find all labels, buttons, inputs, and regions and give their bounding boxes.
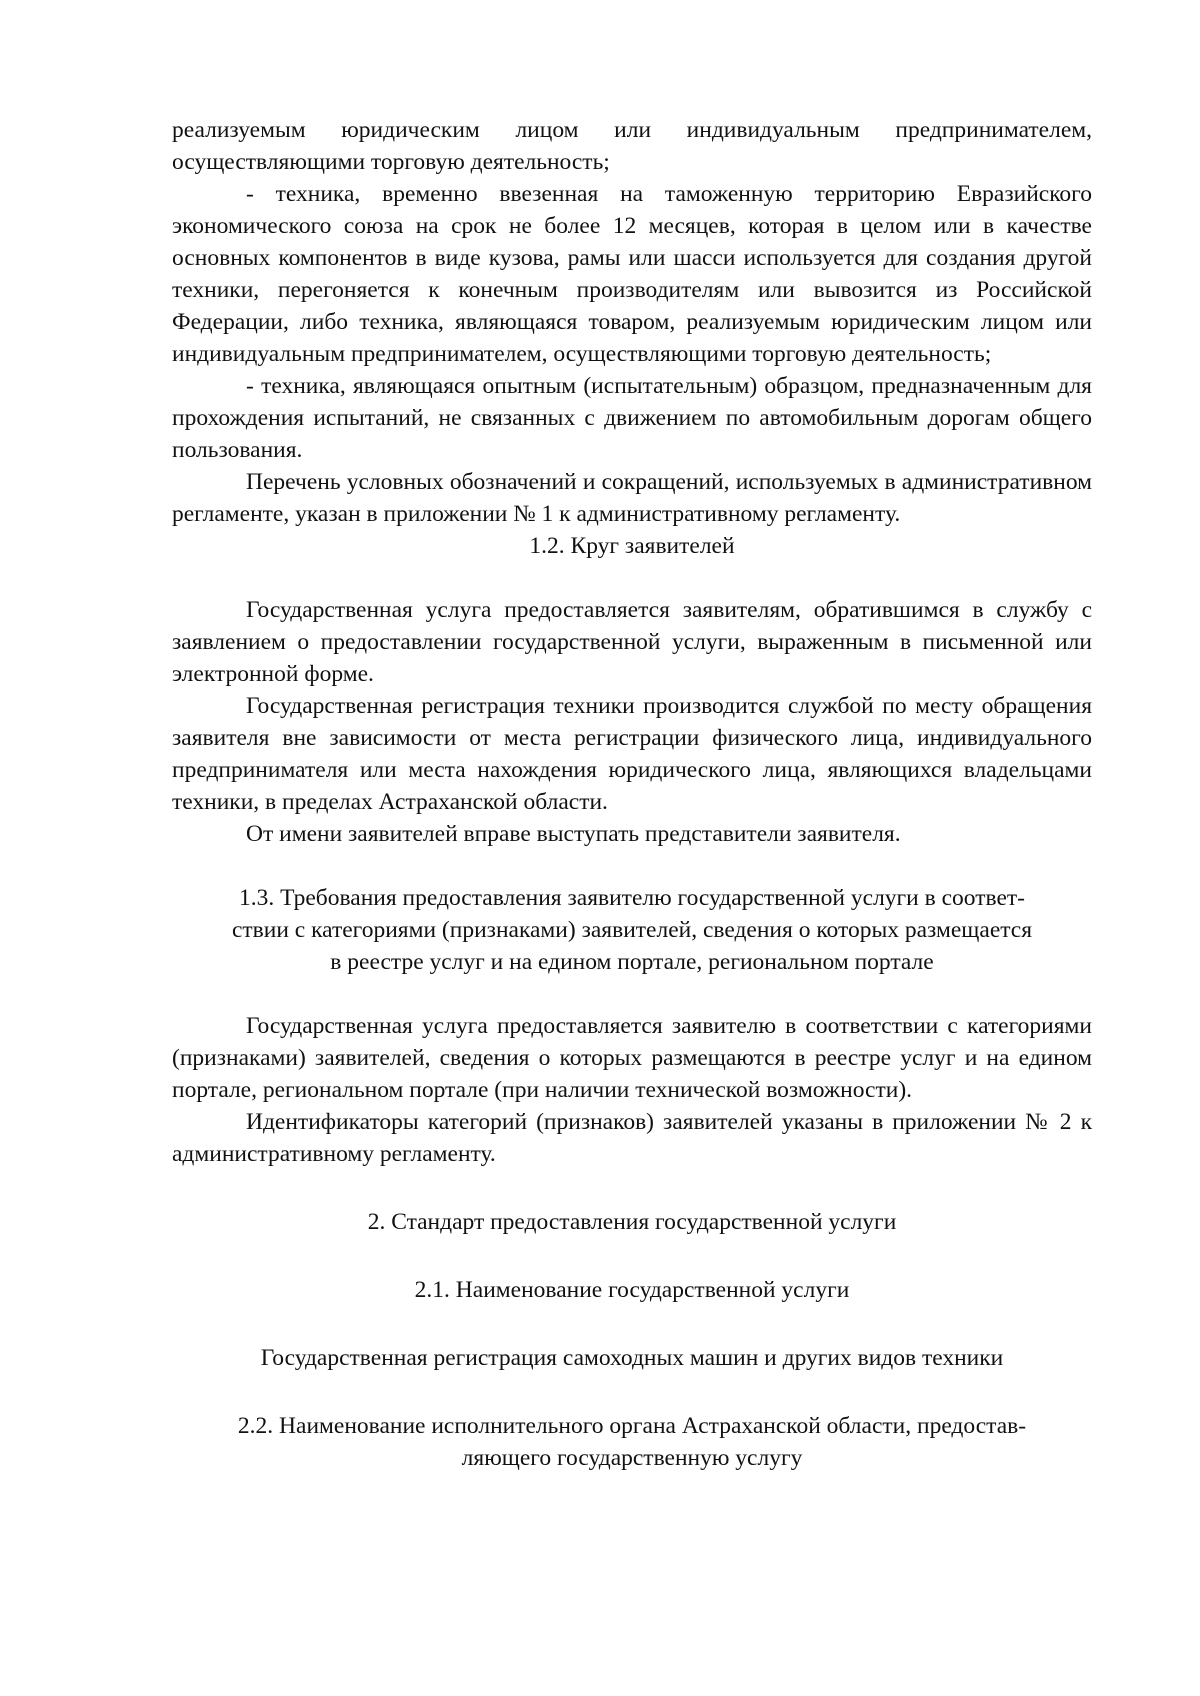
spacer bbox=[172, 562, 1092, 594]
heading-2: 2. Стандарт предоставления государственной услуги bbox=[367, 1209, 897, 1235]
heading-1-2: 1.2. Круг заявителей bbox=[529, 533, 735, 559]
spacer bbox=[172, 1306, 1092, 1342]
heading-1-3-line: ствии с категориями (признаками) заявителей, сведения о которых размещается bbox=[231, 917, 1033, 943]
paragraph-applicants: Государственная услуга предоставляется заявителям, обратившимся в службу с заявлением о предоставлении государственной услуги, выраженным в письменной или электронной форме. bbox=[172, 597, 1092, 687]
heading-1-3-line: в реестре услуг и на едином портале, региональном портале bbox=[330, 949, 934, 975]
heading-2-2-line: 2.2. Наименование исполнительного органа Астраханской области, предостав- bbox=[237, 1413, 1027, 1439]
service-name: Государственная регистрация самоходных машин и других видов техники bbox=[260, 1345, 1004, 1371]
heading-2-1: 2.1. Наименование государственной услуги bbox=[414, 1277, 850, 1303]
spacer bbox=[172, 850, 1092, 882]
heading-2-2-line: ляющего государственную услугу bbox=[461, 1445, 803, 1471]
paragraph-registration-place: Государственная регистрация техники производится службой по месту обращения заявителя вне зависимости от места регистрации физического лица, индивидуального предпринимателя или места нахождения юридического лица, являющихся владельцами техники, в пределах Астраханской области. bbox=[172, 693, 1092, 815]
spacer bbox=[172, 1374, 1092, 1410]
paragraph-continuation: реализуемым юридическим лицом или индивидуальным предпринимателем, осуществляющими торговую деятельность; bbox=[172, 117, 1092, 175]
heading-1-3 bbox=[172, 882, 1092, 978]
paragraph-categories: Государственная услуга предоставляется заявителю в соответствии с категориями (признаками) заявителей, сведения о которых размещаются в реестре услуг и на едином портале, региональном портале (при наличии технической возможности). bbox=[172, 1013, 1092, 1103]
paragraph-abbreviations: Перечень условных обозначений и сокращений, используемых в административном регламенте, указан в приложении № 1 к административному регламенту. bbox=[172, 469, 1092, 527]
spacer bbox=[172, 978, 1092, 1010]
paragraph-identifiers: Идентификаторы категорий (признаков) заявителей указаны в приложении № 2 к административному регламенту. bbox=[172, 1109, 1092, 1167]
list-item-temporary-import: - техника, временно ввезенная на таможенную территорию Евразийского экономического союза на срок не более 12 месяцев, которая в целом или в качестве основных компонентов в виде кузова, рамы или шасси используется для создания другой техники, перегоняется к конечным производителям или вывозится из Российской Федерации, либо техника, являющаяся товаром, реализуемым юридическим лицом или индивидуальным предпринимателем, осуществляющими торговую деятельность; bbox=[172, 181, 1092, 367]
heading-1-3-line: 1.3. Требования предоставления заявителю государственной услуги в соответ- bbox=[239, 885, 1025, 911]
spacer bbox=[172, 1170, 1092, 1206]
heading-2-2 bbox=[172, 1410, 1092, 1474]
document-page bbox=[172, 114, 1092, 1474]
list-item-prototype: - техника, являющаяся опытным (испытательным) образцом, предназначенным для прохождения испытаний, не связанных с движением по автомобильным дорогам общего пользования. bbox=[172, 373, 1092, 463]
paragraph-representatives: От имени заявителей вправе выступать представители заявителя. bbox=[246, 821, 901, 847]
spacer bbox=[172, 1238, 1092, 1274]
